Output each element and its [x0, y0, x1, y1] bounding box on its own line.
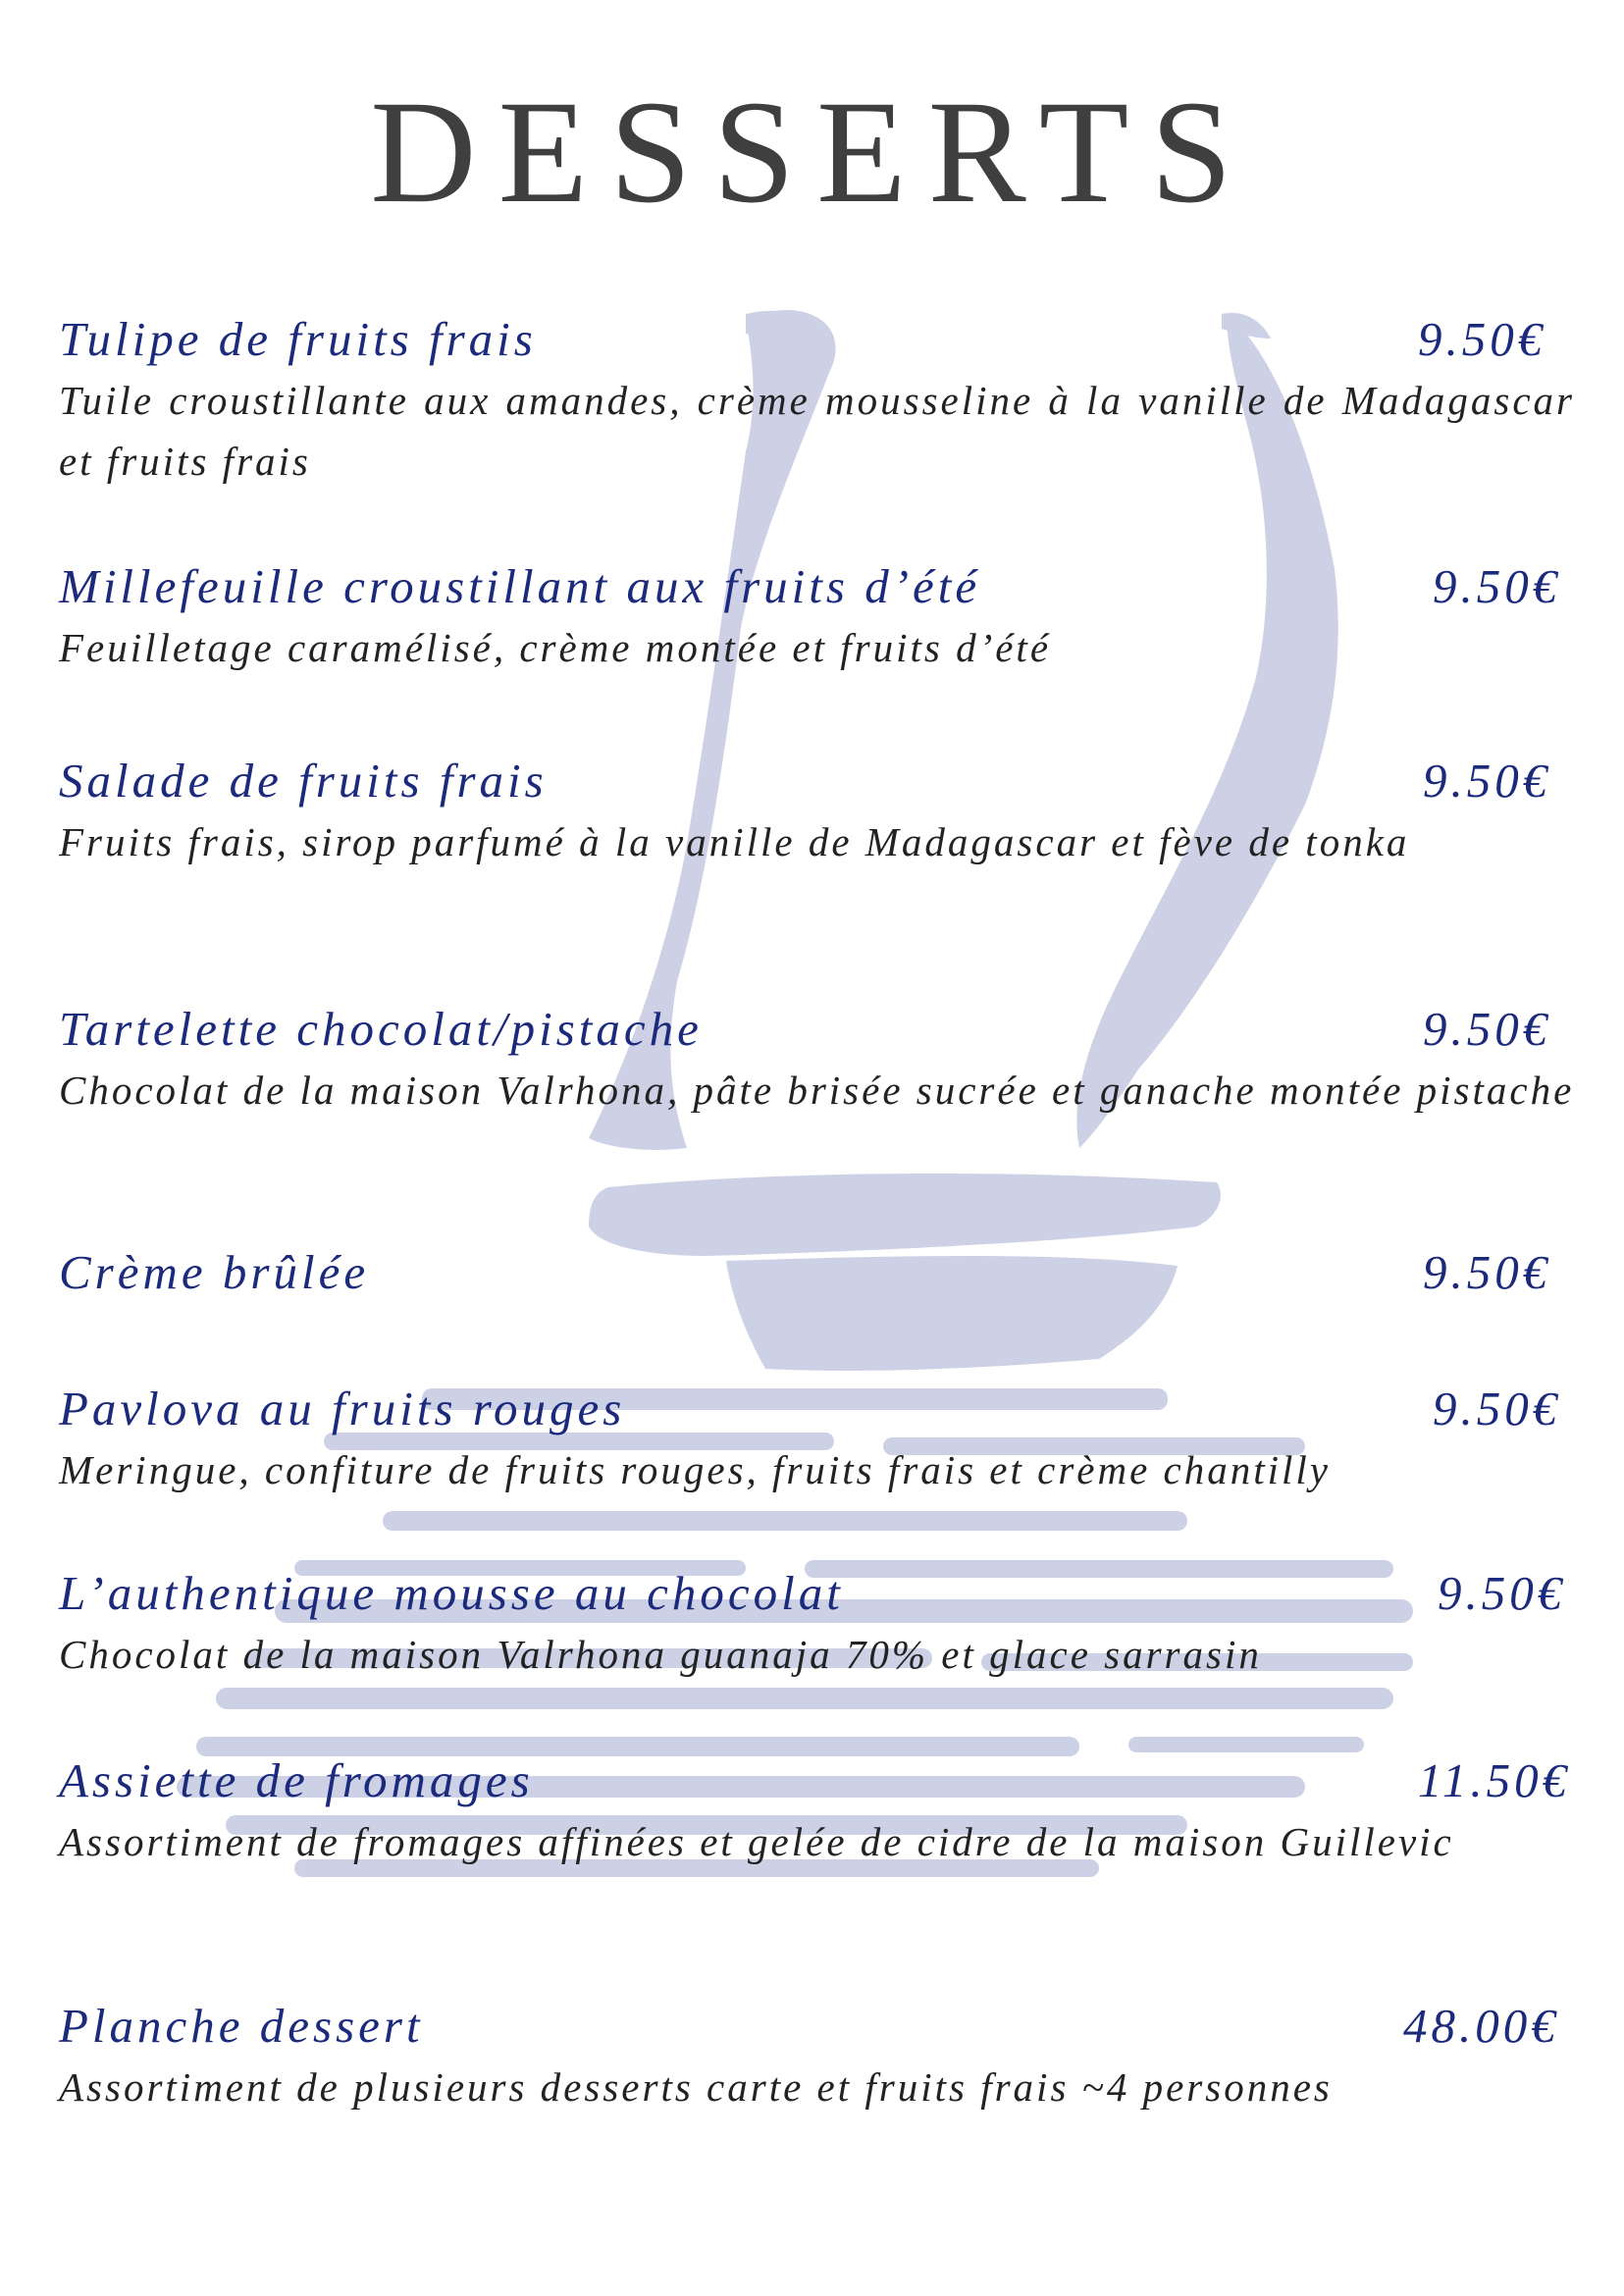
menu-item-header: [59, 751, 1575, 811]
water-stroke: [216, 1688, 1393, 1709]
menu-item-price: 9.50€: [1438, 1566, 1566, 1620]
menu-item-description: Fruits frais, sirop parfumé à la vanille de Madagascar et fève de tonka: [59, 819, 1410, 864]
menu-item-description: Meringue, confiture de fruits rouges, fruits frais et crème chantilly: [59, 1447, 1332, 1492]
menu-item-header: [59, 1563, 1575, 1624]
menu-item-name: Crème brûlée: [59, 1245, 370, 1299]
menu-item-header: [59, 556, 1575, 617]
menu-item: [59, 1563, 1575, 1685]
page-title: DESSERTS: [370, 71, 1254, 234]
menu-item-header: [59, 1242, 1575, 1303]
menu-item-header: [59, 309, 1575, 370]
menu-item-name: Tulipe de fruits frais: [59, 312, 537, 366]
menu-item-header: [59, 999, 1575, 1060]
menu-item-price: 9.50€: [1433, 1382, 1561, 1435]
menu-item-description: Chocolat de la maison Valrhona guanaja 70% et glace sarrasin: [59, 1632, 1262, 1677]
menu-item-price: 9.50€: [1423, 1245, 1551, 1299]
menu-item: [59, 751, 1575, 872]
menu-item: [59, 556, 1575, 678]
menu-item: [59, 999, 1575, 1121]
menu-item-price: 11.50€: [1418, 1753, 1571, 1807]
menu-item-description: Tuile croustillante aux amandes, crème mousseline à la vanille de Madagascar et fruits frais: [59, 378, 1575, 484]
menu-item-price: 9.50€: [1433, 559, 1561, 613]
menu-item-price: 48.00€: [1403, 1999, 1559, 2053]
menu-item-description: Assortiment de fromages affinées et gelée de cidre de la maison Guillevic: [59, 1819, 1454, 1864]
menu-item-header: [59, 1750, 1575, 1811]
menu-item-header: [59, 1379, 1575, 1439]
water-stroke: [383, 1511, 1187, 1531]
menu-item-description: Feuilletage caramélisé, crème montée et fruits d’été: [59, 625, 1052, 670]
menu-item-price: 9.50€: [1418, 312, 1546, 366]
menu-item-name: L’authentique mousse au chocolat: [59, 1566, 844, 1620]
menu-item: [59, 1379, 1575, 1500]
menu-item: [59, 1242, 1575, 1303]
menu-item-description: Assortiment de plusieurs desserts carte et fruits frais ~4 personnes: [59, 2064, 1333, 2110]
menu-item-name: Tartelette chocolat/pistache: [59, 1002, 703, 1056]
menu-item-price: 9.50€: [1423, 1002, 1551, 1056]
menu-item: [59, 309, 1575, 492]
menu-item-name: Millefeuille croustillant aux fruits d’été: [59, 559, 981, 613]
menu-item-name: Pavlova au fruits rouges: [59, 1382, 626, 1435]
menu-item-name: Assiette de fromages: [59, 1753, 534, 1807]
menu-item-header: [59, 1996, 1575, 2057]
menu-item: [59, 1750, 1575, 1872]
menu-item-name: Salade de fruits frais: [59, 754, 548, 808]
menu-item-price: 9.50€: [1423, 754, 1551, 808]
menu-item: [59, 1996, 1575, 2117]
menu-item-description: Chocolat de la maison Valrhona, pâte brisée sucrée et ganache montée pistache: [59, 1068, 1575, 1113]
menu-item-name: Planche dessert: [59, 1999, 424, 2053]
